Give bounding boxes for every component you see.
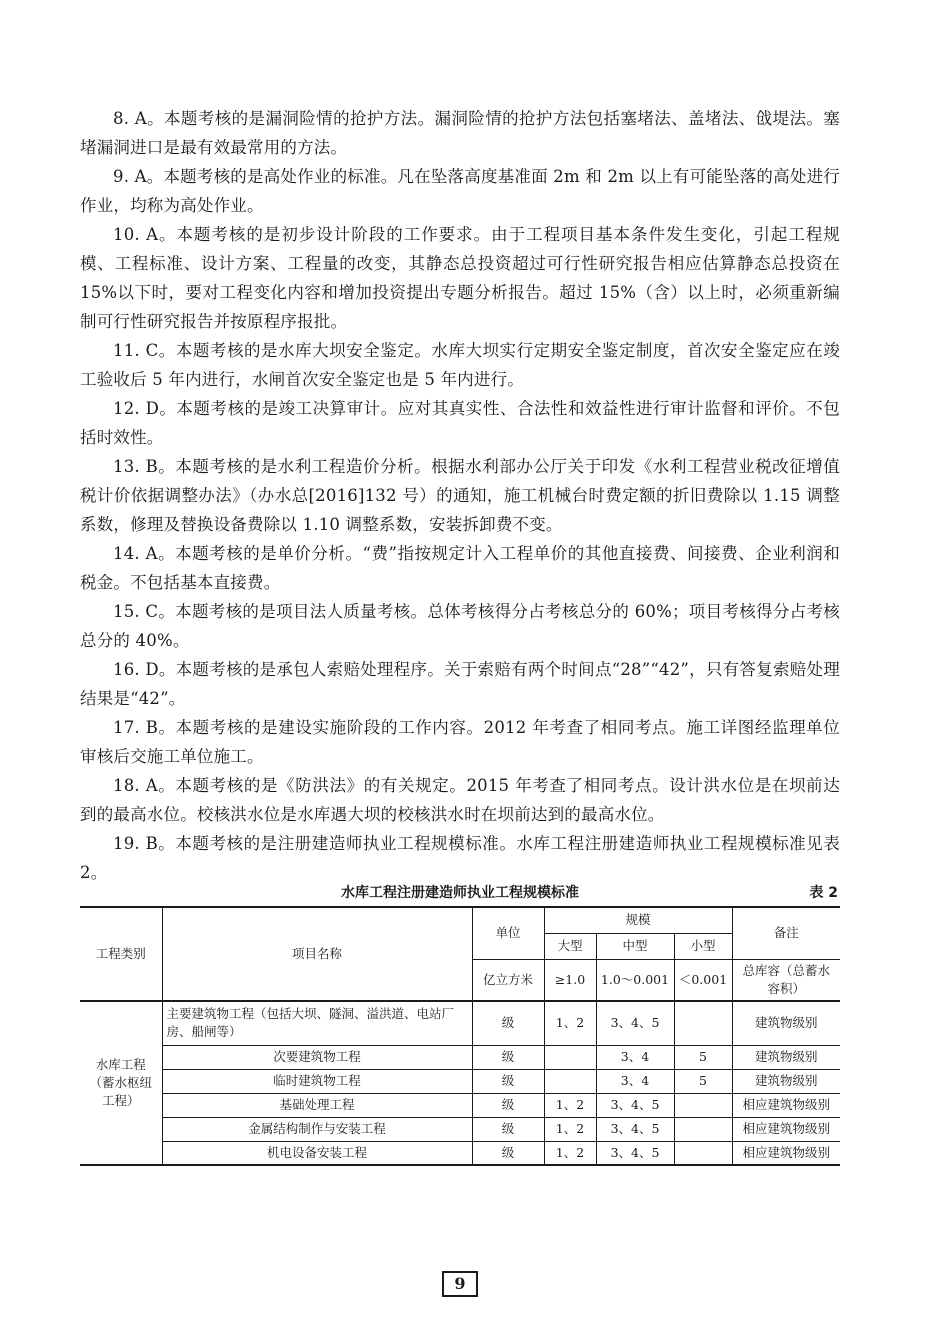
- header-medium: 中型: [596, 933, 674, 959]
- answer-paragraph: 19. B。本题考核的是注册建造师执业工程规模标准。水库工程注册建造师执业工程规模标准见表 2。: [80, 834, 840, 882]
- medium-cell: 3、4、5: [596, 1141, 674, 1165]
- small-cell: 5: [674, 1045, 732, 1069]
- header-small: 小型: [674, 933, 732, 959]
- table-row: [80, 1045, 840, 1069]
- answer-paragraph: 15. C。本题考核的是项目法人质量考核。总体考核得分占考核总分的 60%；项目考核得分占考核总分的 40%。: [80, 602, 840, 650]
- scale-standard-table-section: [80, 880, 840, 1166]
- note-cell: 相应建筑物级别: [732, 1141, 840, 1165]
- item-cell: 金属结构制作与安装工程: [162, 1117, 472, 1141]
- unit-cell: 级: [472, 1045, 544, 1069]
- large-cell: 1、2: [544, 1001, 596, 1045]
- header-large-value: ≥1.0: [544, 959, 596, 1001]
- page-number: 9: [442, 1271, 478, 1297]
- table-row: [80, 1117, 840, 1141]
- item-cell: 临时建筑物工程: [162, 1069, 472, 1093]
- header-note: 备注: [732, 907, 840, 959]
- small-cell: [674, 1093, 732, 1117]
- header-unit: 单位: [472, 907, 544, 959]
- table-row: [80, 1093, 840, 1117]
- header-note-value: 总库容（总蓄水容积）: [732, 959, 840, 1001]
- note-cell: 建筑物级别: [732, 1069, 840, 1093]
- small-cell: [674, 1141, 732, 1165]
- item-cell: 机电设备安装工程: [162, 1141, 472, 1165]
- medium-cell: 3、4、5: [596, 1093, 674, 1117]
- table-row: [80, 1001, 840, 1045]
- unit-cell: 级: [472, 1117, 544, 1141]
- large-cell: [544, 1069, 596, 1093]
- header-scale: 规模: [544, 907, 732, 933]
- small-cell: [674, 1001, 732, 1045]
- table-row: [80, 1069, 840, 1093]
- item-cell: 主要建筑物工程（包括大坝、隧洞、溢洪道、电站厂房、船闸等）: [162, 1001, 472, 1045]
- answer-text: [80, 104, 840, 887]
- answer-paragraph: 10. A。本题考核的是初步设计阶段的工作要求。由于工程项目基本条件发生变化，引起工程规模、工程标准、设计方案、工程量的改变，其静态总投资超过可行性研究报告相应估算静态总投资在 15%以下时，要对工程变化内容和增加投资提出专题分析报告。超过 15%（含）以上时，必须重新编制可行性研究报告并按原程序报批。: [80, 225, 840, 331]
- answer-paragraph: 8. A。本题考核的是漏洞险情的抢护方法。漏洞险情的抢护方法包括塞堵法、盖堵法、戗堤法。塞堵漏洞进口是最有效最常用的方法。: [80, 109, 840, 157]
- unit-cell: 级: [472, 1001, 544, 1045]
- note-cell: 相应建筑物级别: [732, 1117, 840, 1141]
- medium-cell: 3、4、5: [596, 1117, 674, 1141]
- answer-paragraph: 12. D。本题考核的是竣工决算审计。应对其真实性、合法性和效益性进行审计监督和评价。不包括时效性。: [80, 399, 840, 447]
- large-cell: 1、2: [544, 1093, 596, 1117]
- table-title: 水库工程注册建造师执业工程规模标准: [341, 885, 579, 901]
- note-cell: 相应建筑物级别: [732, 1093, 840, 1117]
- small-cell: 5: [674, 1069, 732, 1093]
- unit-cell: 级: [472, 1093, 544, 1117]
- unit-cell: 级: [472, 1141, 544, 1165]
- unit-cell: 级: [472, 1069, 544, 1093]
- large-cell: [544, 1045, 596, 1069]
- small-cell: [674, 1117, 732, 1141]
- header-small-value: ＜0.001: [674, 959, 732, 1001]
- medium-cell: 3、4: [596, 1069, 674, 1093]
- header-unit-value: 亿立方米: [472, 959, 544, 1001]
- table-row: [80, 1141, 840, 1165]
- large-cell: 1、2: [544, 1117, 596, 1141]
- answer-paragraph: 17. B。本题考核的是建设实施阶段的工作内容。2012 年考查了相同考点。施工详图经监理单位审核后交施工单位施工。: [80, 718, 840, 766]
- header-item: 项目名称: [162, 907, 472, 1001]
- answer-paragraph: 13. B。本题考核的是水利工程造价分析。根据水利部办公厅关于印发《水利工程营业税改征增值税计价依据调整办法》（办水总[2016]132 号）的通知，施工机械台时费定额的折旧费除以 1.15 调整系数，修理及替换设备费除以 1.10 调整系数，安装拆卸费不变。: [80, 457, 840, 534]
- scale-standard-table: [80, 906, 840, 1166]
- table-caption: [80, 880, 840, 906]
- answer-paragraph: 14. A。本题考核的是单价分析。“费”指按规定计入工程单价的其他直接费、间接费、企业利润和税金。不包括基本直接费。: [80, 544, 840, 592]
- answer-paragraph: 16. D。本题考核的是承包人索赔处理程序。关于索赔有两个时间点“28”“42”，只有答复索赔处理结果是“42”。: [80, 660, 840, 708]
- item-cell: 基础处理工程: [162, 1093, 472, 1117]
- note-cell: 建筑物级别: [732, 1001, 840, 1045]
- header-large: 大型: [544, 933, 596, 959]
- medium-cell: 3、4、5: [596, 1001, 674, 1045]
- large-cell: 1、2: [544, 1141, 596, 1165]
- answer-paragraph: 18. A。本题考核的是《防洪法》的有关规定。2015 年考查了相同考点。设计洪水位是在坝前达到的最高水位。校核洪水位是水库遇大坝的校核洪水时在坝前达到的最高水位。: [80, 776, 840, 824]
- header-medium-value: 1.0～0.001: [596, 959, 674, 1001]
- table-number: 表 2: [809, 885, 838, 901]
- answer-paragraph: 11. C。本题考核的是水库大坝安全鉴定。水库大坝实行定期安全鉴定制度，首次安全鉴定应在竣工验收后 5 年内进行，水闸首次安全鉴定也是 5 年内进行。: [80, 341, 840, 389]
- header-category: 工程类别: [80, 907, 162, 1001]
- medium-cell: 3、4: [596, 1045, 674, 1069]
- category-cell: 水库工程（蓄水枢纽工程）: [80, 1001, 162, 1165]
- answer-paragraph: 9. A。本题考核的是高处作业的标准。凡在坠落高度基准面 2m 和 2m 以上有可能坠落的高处进行作业，均称为高处作业。: [80, 167, 840, 215]
- note-cell: 建筑物级别: [732, 1045, 840, 1069]
- item-cell: 次要建筑物工程: [162, 1045, 472, 1069]
